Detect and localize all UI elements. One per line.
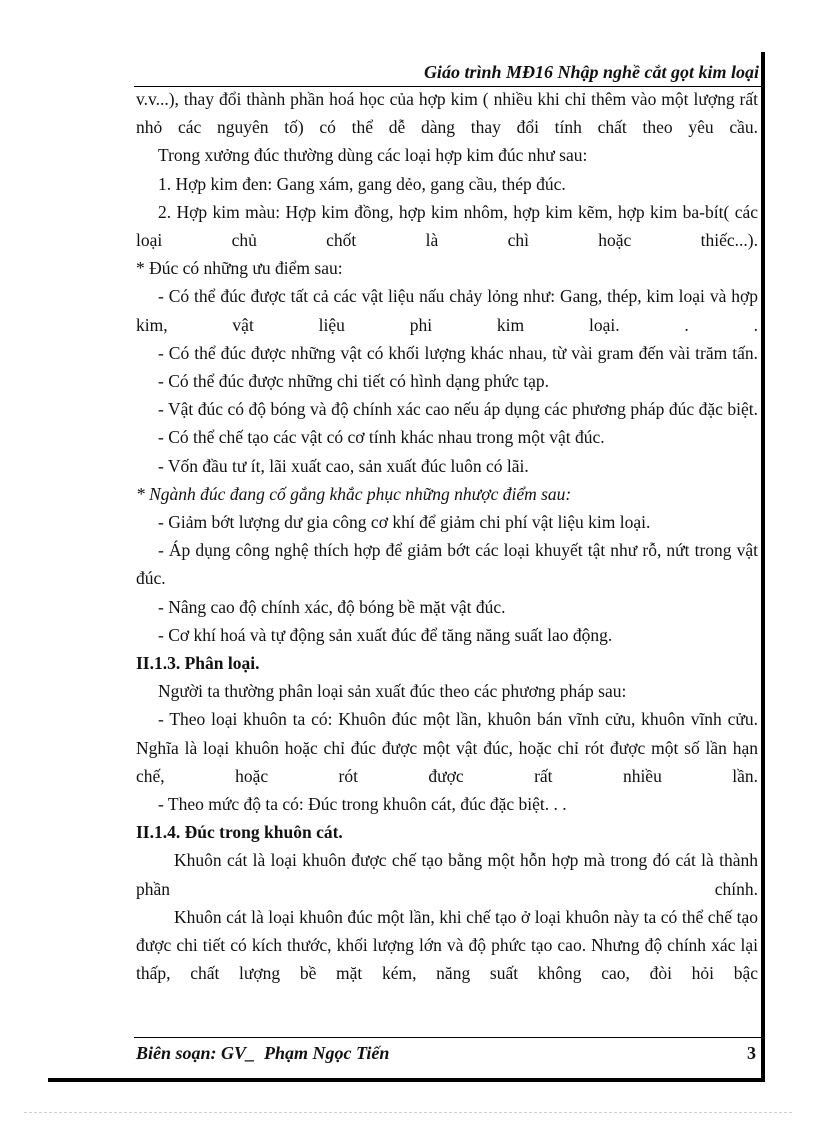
section-intro-italic: * Ngành đúc đang cố gắng khắc phục những nhược điểm sau:	[136, 483, 572, 504]
list-item: - Vốn đầu tư ít, lãi xuất cao, sản xuất đúc luôn có lãi.	[158, 455, 529, 476]
list-item: - Nâng cao độ chính xác, độ bóng bề mặt vật đúc.	[158, 596, 506, 617]
list-item: - Vật đúc có độ bóng và độ chính xác cao nếu áp dụng các phương pháp đúc đặc biệt.	[158, 399, 758, 420]
paragraph: Khuôn cát là loại khuôn được chế tạo bằng một hỗn hợp mà trong đó cát là thành phần chính.	[136, 850, 758, 899]
list-item: - Giảm bớt lượng dư gia công cơ khí để giảm chi phí vật liệu kim loại.	[158, 512, 651, 533]
list-item: - Có thể đúc được những chi tiết có hình dạng phức tạp.	[158, 371, 550, 392]
page-break-line	[24, 1112, 792, 1113]
section-intro: * Đúc có những ưu điểm sau:	[136, 258, 343, 279]
list-item: - Có thể chế tạo các vật có cơ tính khác nhau trong một vật đúc.	[158, 427, 605, 448]
footer-rule	[134, 1037, 763, 1038]
list-item: - Áp dụng công nghệ thích hợp để giảm bớt các loại khuyết tật như rỗ, nứt trong vật đúc.	[136, 540, 758, 589]
list-item: - Cơ khí hoá và tự động sản xuất đúc để tăng năng suất lao động.	[158, 624, 613, 645]
list-item: 2. Hợp kim màu: Hợp kim đồng, hợp kim nhôm, hợp kim kẽm, hợp kim ba-bít( các loại chủ chốt là chì hoặc thiếc...).	[136, 201, 758, 251]
paragraph: Khuôn cát là loại khuôn đúc một lần, khi chế tạo ở loại khuôn này ta có thể chế tạo được chi tiết có kích thước, khối lượng lớn và độ phức tạo cao. Nhưng độ chính xác lại thấp, chất lượng bề mặt kém, năng suất không cao, đòi hỏi bậc	[136, 906, 758, 984]
page-header-title: Giáo trình MĐ16 Nhập nghề cắt gọt kim loại	[423, 62, 759, 82]
page-number: 3	[747, 1043, 756, 1063]
list-item: 1. Hợp kim đen: Gang xám, gang dẻo, gang cầu, thép đúc.	[158, 173, 566, 194]
paragraph: v.v...), thay đổi thành phần hoá học của hợp kim ( nhiều khi chỉ thêm vào một lượng rất nhỏ các nguyên tố) có thể dễ dàng thay đổi tính chất theo yêu cầu.	[136, 89, 758, 138]
list-item: - Theo mức độ ta có: Đúc trong khuôn cát, đúc đặc biệt. . .	[158, 794, 567, 815]
paragraph: Người ta thường phân loại sản xuất đúc theo các phương pháp sau:	[158, 681, 627, 702]
page-body	[136, 85, 758, 988]
section-heading: II.1.3. Phân loại.	[136, 653, 260, 674]
section-heading: II.1.4. Đúc trong khuôn cát.	[136, 822, 343, 843]
list-item: - Theo loại khuôn ta có: Khuôn đúc một lần, khuôn bán vĩnh cửu, khuôn vĩnh cửu. Nghĩa là loại khuôn hoặc chỉ đúc được một vật đúc, hoặc chỉ rót được một số lần hạn chế, hoặc rót được rất nhiều lần.	[136, 709, 758, 786]
paragraph: Trong xưởng đúc thường dùng các loại hợp kim đúc như sau:	[158, 145, 588, 166]
page-border-bottom	[48, 1078, 765, 1082]
page-border-right	[761, 52, 765, 1082]
list-item: - Có thể đúc được tất cả các vật liệu nấu chảy lỏng như: Gang, thép, kim loại và hợp kim, vật liệu phi kim loại. . .	[136, 286, 758, 335]
footer-author: Biên soạn: GV_ Phạm Ngọc Tiến	[136, 1043, 390, 1063]
list-item: - Có thể đúc được những vật có khối lượng khác nhau, từ vài gram đến vài trăm tấn.	[158, 342, 758, 363]
